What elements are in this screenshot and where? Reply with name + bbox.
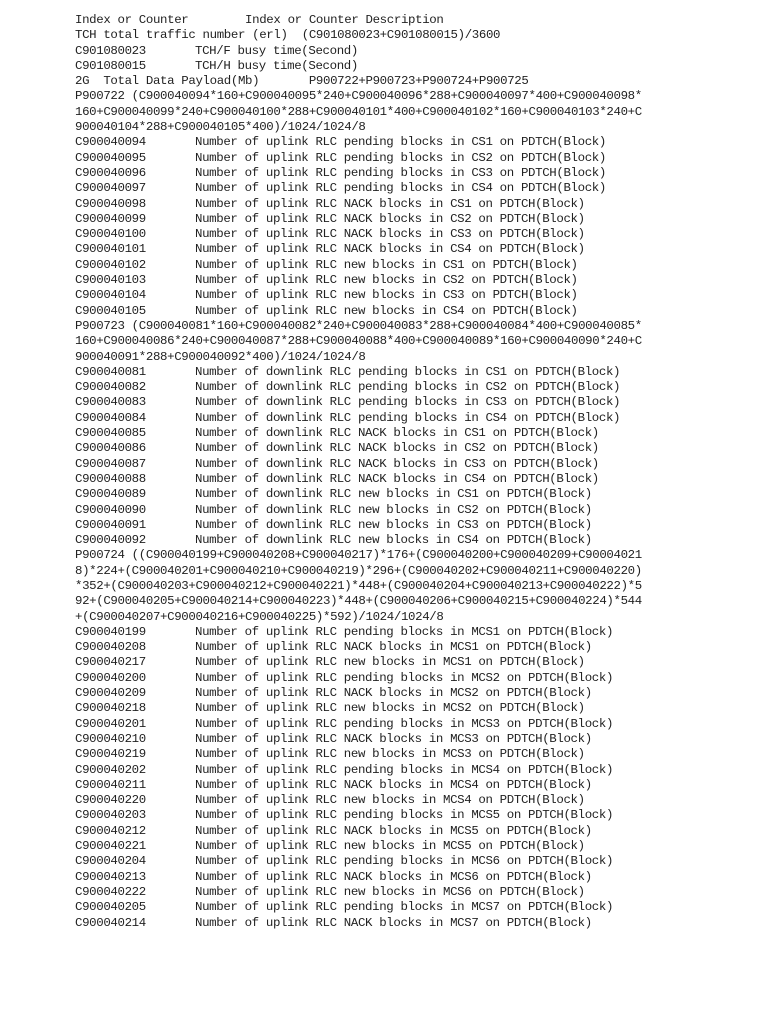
counter-code: C900040101 — [75, 242, 146, 257]
counter-code: C900040200 — [75, 670, 146, 685]
text-line: 2G Total Data Payload(Mb) P900722+P900723+P900724+P900725 — [75, 74, 529, 89]
counter-row — [75, 808, 755, 823]
counter-code: C900040098 — [75, 196, 146, 211]
text-line: TCH total traffic number (erl) (C901080023+C901080015)/3600 — [75, 28, 501, 43]
counter-row — [75, 227, 755, 242]
counter-code: C900040092 — [75, 533, 146, 548]
counter-row — [75, 426, 755, 441]
counter-description: Number of uplink RLC new blocks in MCS3 on PDTCH(Block) — [195, 747, 585, 762]
counter-row — [75, 900, 755, 915]
counter-row — [75, 518, 755, 533]
counter-code: C900040203 — [75, 808, 146, 823]
counter-description: Number of uplink RLC pending blocks in CS3 on PDTCH(Block) — [195, 165, 606, 180]
counter-description: Number of uplink RLC NACK blocks in MCS1 on PDTCH(Block) — [195, 640, 592, 655]
counter-row — [75, 686, 755, 701]
counter-description: Number of uplink RLC pending blocks in MCS4 on PDTCH(Block) — [195, 762, 614, 777]
counter-code: C900040201 — [75, 716, 146, 731]
counter-description: Number of uplink RLC pending blocks in MCS6 on PDTCH(Block) — [195, 854, 614, 869]
counter-description: Number of downlink RLC new blocks in CS4 on PDTCH(Block) — [195, 533, 592, 548]
counter-description: Number of uplink RLC NACK blocks in MCS6 on PDTCH(Block) — [195, 869, 592, 884]
counter-code: C900040209 — [75, 686, 146, 701]
counter-code: C900040083 — [75, 395, 146, 410]
counter-description: Number of downlink RLC NACK blocks in CS4 on PDTCH(Block) — [195, 471, 599, 486]
counter-code: C900040091 — [75, 517, 146, 532]
counter-row — [75, 732, 755, 747]
counter-code: C900040218 — [75, 701, 146, 716]
counter-document — [75, 13, 755, 931]
counter-description: Number of downlink RLC pending blocks in CS3 on PDTCH(Block) — [195, 395, 621, 410]
counter-description: Number of uplink RLC new blocks in CS4 on PDTCH(Block) — [195, 303, 578, 318]
counter-description: Number of downlink RLC NACK blocks in CS1 on PDTCH(Block) — [195, 426, 599, 441]
counter-code: C900040082 — [75, 380, 146, 395]
counter-description: Number of uplink RLC pending blocks in CS2 on PDTCH(Block) — [195, 150, 606, 165]
counter-description: Number of downlink RLC new blocks in CS1 on PDTCH(Block) — [195, 487, 592, 502]
text-line: 160+C900040086*240+C900040087*288+C900040088*400+C900040089*160+C900040090*240+C — [75, 334, 642, 349]
counter-description: Number of downlink RLC new blocks in CS3 on PDTCH(Block) — [195, 517, 592, 532]
counter-code: C900040219 — [75, 747, 146, 762]
text-line: 900040091*288+C900040092*400)/1024/1024/8 — [75, 349, 366, 364]
counter-description: Number of uplink RLC NACK blocks in MCS3 on PDTCH(Block) — [195, 731, 592, 746]
counter-description: Number of downlink RLC NACK blocks in CS2 on PDTCH(Block) — [195, 441, 599, 456]
counter-description: Number of uplink RLC new blocks in MCS4 on PDTCH(Block) — [195, 793, 585, 808]
counter-row — [75, 258, 755, 273]
counter-description: Number of uplink RLC NACK blocks in MCS2 on PDTCH(Block) — [195, 686, 592, 701]
counter-code: C900040213 — [75, 869, 146, 884]
text-line: P900722 (C900040094*160+C900040095*240+C900040096*288+C900040097*400+C900040098* — [75, 89, 642, 104]
counter-description: Number of uplink RLC NACK blocks in MCS5 on PDTCH(Block) — [195, 823, 592, 838]
counter-row — [75, 916, 755, 931]
counter-description: Number of uplink RLC NACK blocks in CS1 on PDTCH(Block) — [195, 196, 585, 211]
counter-row — [75, 135, 755, 150]
text-line: 8)*224+(C900040201+C900040210+C900040219)*296+(C900040202+C900040211+C900040220) — [75, 563, 642, 578]
text-line: P900723 (C900040081*160+C900040082*240+C900040083*288+C900040084*400+C900040085* — [75, 318, 642, 333]
counter-row — [75, 242, 755, 257]
counter-row — [75, 747, 755, 762]
counter-code: C900040199 — [75, 624, 146, 639]
counter-code: C900040205 — [75, 900, 146, 915]
counter-row — [75, 533, 755, 548]
text-line: 92+(C900040205+C900040214+C900040223)*448+(C900040206+C900040215+C900040224)*544 — [75, 594, 642, 609]
counter-row — [75, 380, 755, 395]
counter-row — [75, 885, 755, 900]
text-line: +(C900040207+C900040216+C900040225)*592)/1024/1024/8 — [75, 609, 444, 624]
counter-description: Number of uplink RLC pending blocks in MCS7 on PDTCH(Block) — [195, 900, 614, 915]
counter-row — [75, 870, 755, 885]
counter-row — [75, 441, 755, 456]
counter-code: C900040214 — [75, 915, 146, 930]
counter-description: TCH/F busy time(Second) — [195, 43, 358, 58]
counter-code: C900040210 — [75, 731, 146, 746]
counter-code: C901080015 — [75, 58, 146, 73]
counter-code: C900040084 — [75, 410, 146, 425]
counter-code: C900040090 — [75, 502, 146, 517]
counter-code: C900040105 — [75, 303, 146, 318]
counter-code: C900040081 — [75, 364, 146, 379]
counter-description: Number of uplink RLC NACK blocks in CS2 on PDTCH(Block) — [195, 211, 585, 226]
counter-description: Number of uplink RLC pending blocks in MCS2 on PDTCH(Block) — [195, 670, 614, 685]
counter-row — [75, 457, 755, 472]
counter-row — [75, 625, 755, 640]
counter-row — [75, 166, 755, 181]
counter-code: C900040096 — [75, 165, 146, 180]
counter-description: Number of downlink RLC pending blocks in CS1 on PDTCH(Block) — [195, 364, 621, 379]
counter-code: C900040094 — [75, 135, 146, 150]
counter-row — [75, 701, 755, 716]
counter-row — [75, 839, 755, 854]
counter-row — [75, 671, 755, 686]
counter-description: Number of uplink RLC new blocks in CS2 on PDTCH(Block) — [195, 273, 578, 288]
counter-description: Number of uplink RLC new blocks in MCS2 on PDTCH(Block) — [195, 701, 585, 716]
counter-row — [75, 365, 755, 380]
counter-row — [75, 472, 755, 487]
counter-code: C900040085 — [75, 426, 146, 441]
counter-row — [75, 411, 755, 426]
counter-description: Number of uplink RLC NACK blocks in MCS4 on PDTCH(Block) — [195, 777, 592, 792]
counter-code: C900040097 — [75, 181, 146, 196]
counter-row — [75, 640, 755, 655]
counter-description: Number of uplink RLC new blocks in CS3 on PDTCH(Block) — [195, 288, 578, 303]
counter-code: C900040103 — [75, 273, 146, 288]
counter-code: C900040217 — [75, 655, 146, 670]
text-line: P900724 ((C900040199+C900040208+C900040217)*176+(C900040200+C900040209+C90004021 — [75, 548, 642, 563]
counter-description: Number of uplink RLC pending blocks in MCS1 on PDTCH(Block) — [195, 624, 614, 639]
text-line: *352+(C900040203+C900040212+C900040221)*448+(C900040204+C900040213+C900040222)*5 — [75, 578, 642, 593]
counter-code: C900040222 — [75, 884, 146, 899]
text-line: Index or Counter Index or Counter Description — [75, 13, 444, 27]
counter-code: C900040087 — [75, 456, 146, 471]
counter-description: Number of downlink RLC new blocks in CS2 on PDTCH(Block) — [195, 502, 592, 517]
counter-code: C900040095 — [75, 150, 146, 165]
counter-description: Number of uplink RLC pending blocks in CS1 on PDTCH(Block) — [195, 135, 606, 150]
counter-row — [75, 655, 755, 670]
counter-code: C900040089 — [75, 487, 146, 502]
counter-code: C900040220 — [75, 793, 146, 808]
counter-code: C900040088 — [75, 471, 146, 486]
counter-description: Number of uplink RLC NACK blocks in CS4 on PDTCH(Block) — [195, 242, 585, 257]
text-line: 160+C900040099*240+C900040100*288+C900040101*400+C900040102*160+C900040103*240+C — [75, 104, 642, 119]
counter-description: Number of uplink RLC NACK blocks in CS3 on PDTCH(Block) — [195, 227, 585, 242]
counter-code: C900040102 — [75, 257, 146, 272]
counter-code: C900040104 — [75, 288, 146, 303]
counter-row — [75, 273, 755, 288]
counter-row — [75, 778, 755, 793]
counter-row — [75, 717, 755, 732]
counter-code: C900040204 — [75, 854, 146, 869]
counter-row — [75, 793, 755, 808]
counter-description: Number of uplink RLC pending blocks in MCS5 on PDTCH(Block) — [195, 808, 614, 823]
counter-description: Number of downlink RLC NACK blocks in CS3 on PDTCH(Block) — [195, 456, 599, 471]
counter-description: Number of uplink RLC new blocks in CS1 on PDTCH(Block) — [195, 257, 578, 272]
counter-row — [75, 304, 755, 319]
counter-code: C900040100 — [75, 227, 146, 242]
counter-row — [75, 181, 755, 196]
counter-row — [75, 395, 755, 410]
counter-row — [75, 288, 755, 303]
counter-row — [75, 197, 755, 212]
counter-code: C900040212 — [75, 823, 146, 838]
counter-row — [75, 824, 755, 839]
counter-code: C900040086 — [75, 441, 146, 456]
text-line: 900040104*288+C900040105*400)/1024/1024/8 — [75, 120, 366, 135]
counter-code: C900040208 — [75, 640, 146, 655]
counter-code: C900040099 — [75, 211, 146, 226]
counter-row — [75, 487, 755, 502]
counter-code: C900040221 — [75, 839, 146, 854]
counter-code: C900040202 — [75, 762, 146, 777]
counter-description: Number of uplink RLC new blocks in MCS6 on PDTCH(Block) — [195, 884, 585, 899]
counter-code: C900040211 — [75, 777, 146, 792]
counter-description: Number of uplink RLC pending blocks in MCS3 on PDTCH(Block) — [195, 716, 614, 731]
counter-row — [75, 212, 755, 227]
counter-row — [75, 151, 755, 166]
counter-description: Number of uplink RLC new blocks in MCS5 on PDTCH(Block) — [195, 839, 585, 854]
counter-description: Number of uplink RLC pending blocks in CS4 on PDTCH(Block) — [195, 181, 606, 196]
counter-row — [75, 854, 755, 869]
counter-row — [75, 59, 755, 74]
counter-description: Number of downlink RLC pending blocks in CS2 on PDTCH(Block) — [195, 380, 621, 395]
counter-code: C901080023 — [75, 43, 146, 58]
counter-description: Number of uplink RLC NACK blocks in MCS7 on PDTCH(Block) — [195, 915, 592, 930]
counter-description: Number of uplink RLC new blocks in MCS1 on PDTCH(Block) — [195, 655, 585, 670]
counter-description: TCH/H busy time(Second) — [195, 58, 358, 73]
counter-row — [75, 44, 755, 59]
counter-row — [75, 503, 755, 518]
counter-description: Number of downlink RLC pending blocks in CS4 on PDTCH(Block) — [195, 410, 621, 425]
counter-row — [75, 763, 755, 778]
